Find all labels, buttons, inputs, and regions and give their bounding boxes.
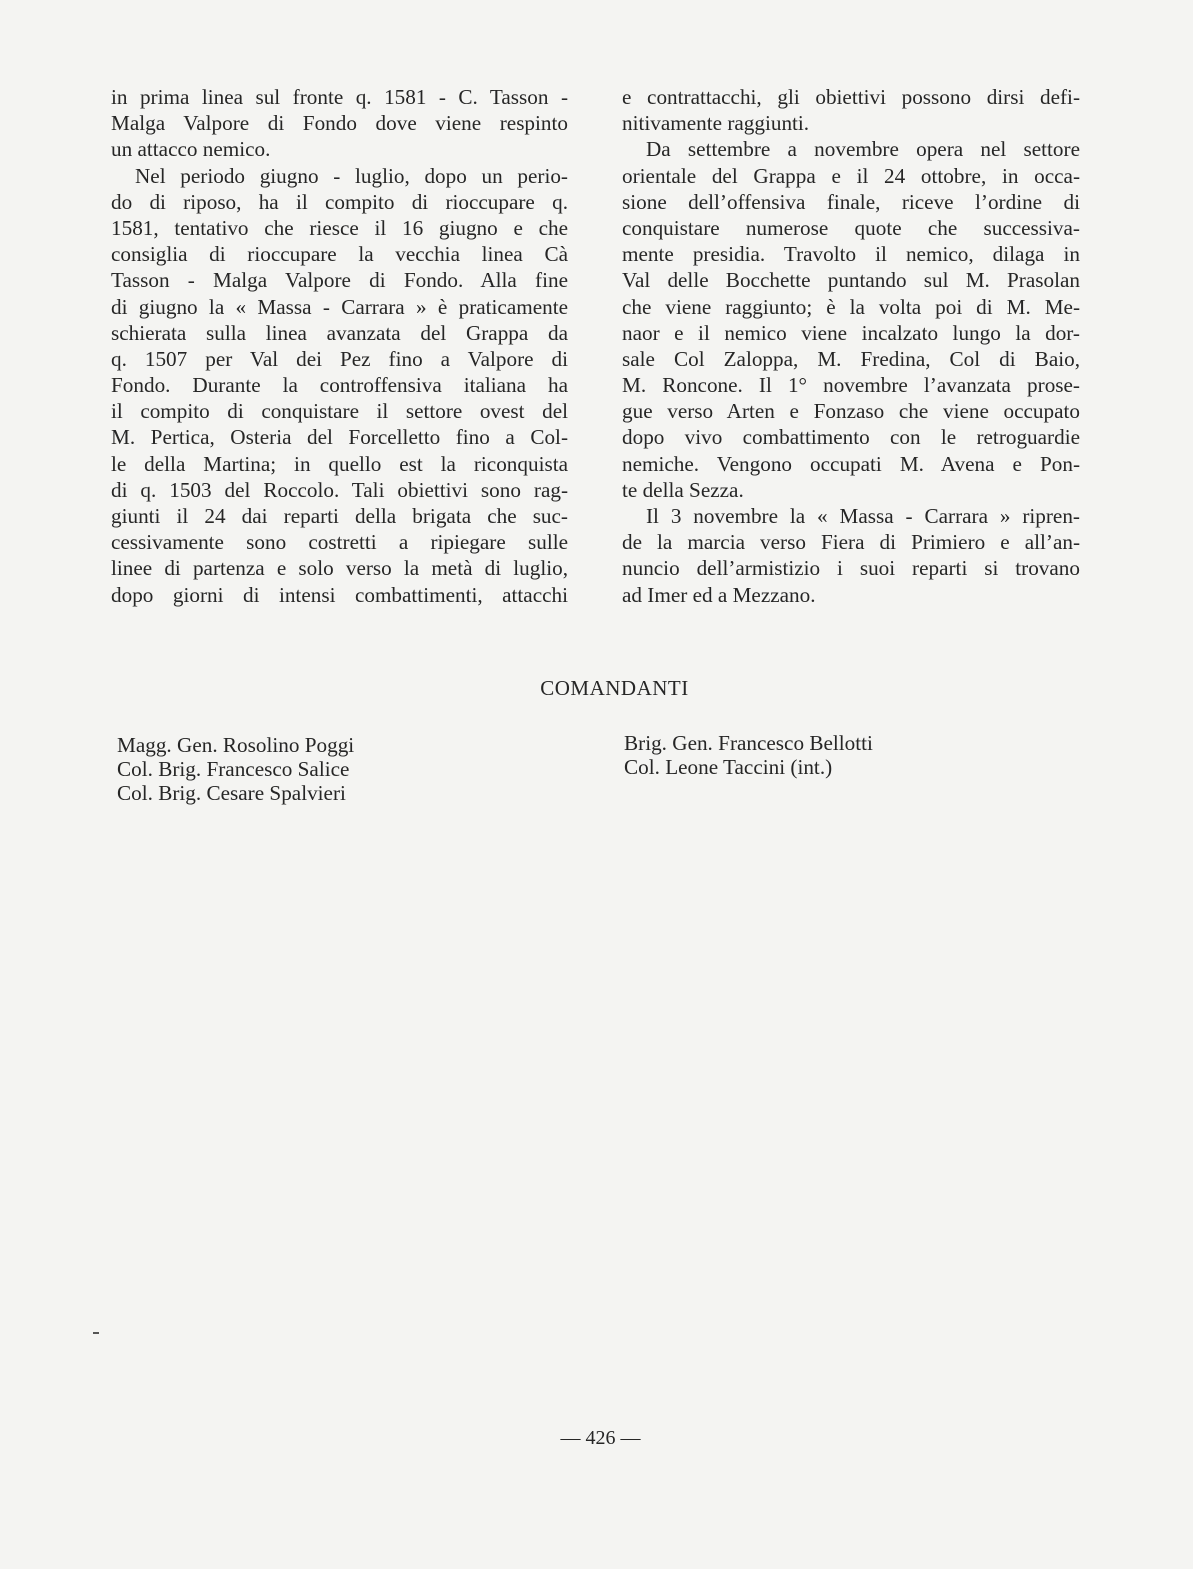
text-line: de la marcia verso Fiera di Primiero e all’an- — [622, 530, 1080, 555]
text-line: di q. 1503 del Roccolo. Tali obiettivi sono rag- — [111, 477, 568, 502]
text-line: nuncio dell’armistizio i suoi reparti si trovano — [622, 556, 1080, 581]
text-line: nemiche. Vengono occupati M. Avena e Pon- — [622, 451, 1080, 476]
text-line: M. Roncone. Il 1° novembre l’avanzata prose- — [622, 373, 1080, 398]
text-line: te della Sezza. — [622, 477, 744, 502]
section-heading — [0, 676, 1193, 701]
text-line: M. Pertica, Osteria del Forcelletto fino a Col- — [111, 425, 568, 450]
page-number — [0, 1427, 1193, 1450]
text-line: un attacco nemico. — [111, 137, 271, 162]
text-line: che viene raggiunto; è la volta poi di M. Me- — [622, 294, 1080, 319]
right-text-column — [622, 84, 1080, 608]
text-line: q. 1507 per Val dei Pez fino a Valpore di — [111, 346, 568, 371]
text-line: Fondo. Durante la controffensiva italiana ha — [111, 373, 568, 398]
commanders-list-right — [624, 731, 873, 779]
text-line: linee di partenza e solo verso la metà di luglio, — [111, 556, 568, 581]
text-line: Val delle Bocchette puntando sul M. Prasolan — [622, 268, 1080, 293]
commander-name: Col. Brig. Cesare Spalvieri — [117, 781, 346, 805]
commander-name: Col. Leone Taccini (int.) — [624, 755, 833, 779]
page-number-text: — 426 — — [560, 1427, 641, 1449]
commanders-list-left — [117, 733, 354, 805]
text-line: do di riposo, ha il compito di rioccupare q. — [111, 189, 568, 214]
left-text-column — [111, 84, 568, 608]
text-line: gue verso Arten e Fonzaso che viene occupato — [622, 399, 1080, 424]
text-line: schierata sulla linea avanzata del Grappa da — [111, 320, 568, 345]
text-line: Tasson - Malga Valpore di Fondo. Alla fine — [111, 268, 568, 293]
commander-name: Brig. Gen. Francesco Bellotti — [624, 731, 873, 755]
text-line: orientale del Grappa e il 24 ottobre, in occa- — [622, 163, 1080, 188]
text-line: nitivamente raggiunti. — [622, 111, 810, 136]
text-line: di giugno la « Massa - Carrara » è praticamente — [111, 294, 568, 319]
text-line: e contrattacchi, gli obiettivi possono dirsi defi- — [622, 85, 1080, 109]
text-line: le della Martina; in quello est la riconquista — [111, 451, 568, 476]
text-line: naor e il nemico viene incalzato lungo la dor- — [622, 320, 1080, 345]
section-heading-text: COMANDANTI — [540, 676, 689, 700]
text-line: giunti il 24 dai reparti della brigata che suc- — [111, 504, 568, 528]
text-line: cessivamente sono costretti a ripiegare sulle — [111, 530, 568, 555]
scan-speck — [93, 1332, 99, 1334]
text-line: 1581, tentativo che riesce il 16 giugno e che — [111, 215, 568, 240]
text-line: consiglia di rioccupare la vecchia linea Cà — [111, 242, 568, 267]
text-line: dopo giorni di intensi combattimenti, attacchi — [111, 582, 568, 607]
text-line: sale Col Zaloppa, M. Fredina, Col di Baio, — [622, 346, 1080, 371]
text-line: Da settembre a novembre opera nel settore — [646, 137, 1080, 162]
text-line: mente presidia. Travolto il nemico, dilaga in — [622, 242, 1080, 267]
text-line: dopo vivo combattimento con le retroguardie — [622, 425, 1080, 450]
commander-name: Magg. Gen. Rosolino Poggi — [117, 733, 355, 757]
text-line: il compito di conquistare il settore ovest del — [111, 399, 568, 424]
text-line: Malga Valpore di Fondo dove viene respinto — [111, 111, 568, 136]
text-line: Nel periodo giugno - luglio, dopo un perio- — [135, 163, 568, 188]
text-line: Il 3 novembre la « Massa - Carrara » ripren- — [646, 504, 1080, 528]
text-line: ad Imer ed a Mezzano. — [622, 582, 816, 607]
text-line: sione dell’offensiva finale, riceve l’ordine di — [622, 189, 1080, 214]
commander-name: Col. Brig. Francesco Salice — [117, 757, 350, 781]
text-line: conquistare numerose quote che successiva- — [622, 215, 1080, 240]
text-line: in prima linea sul fronte q. 1581 - C. Tasson - — [111, 85, 568, 109]
